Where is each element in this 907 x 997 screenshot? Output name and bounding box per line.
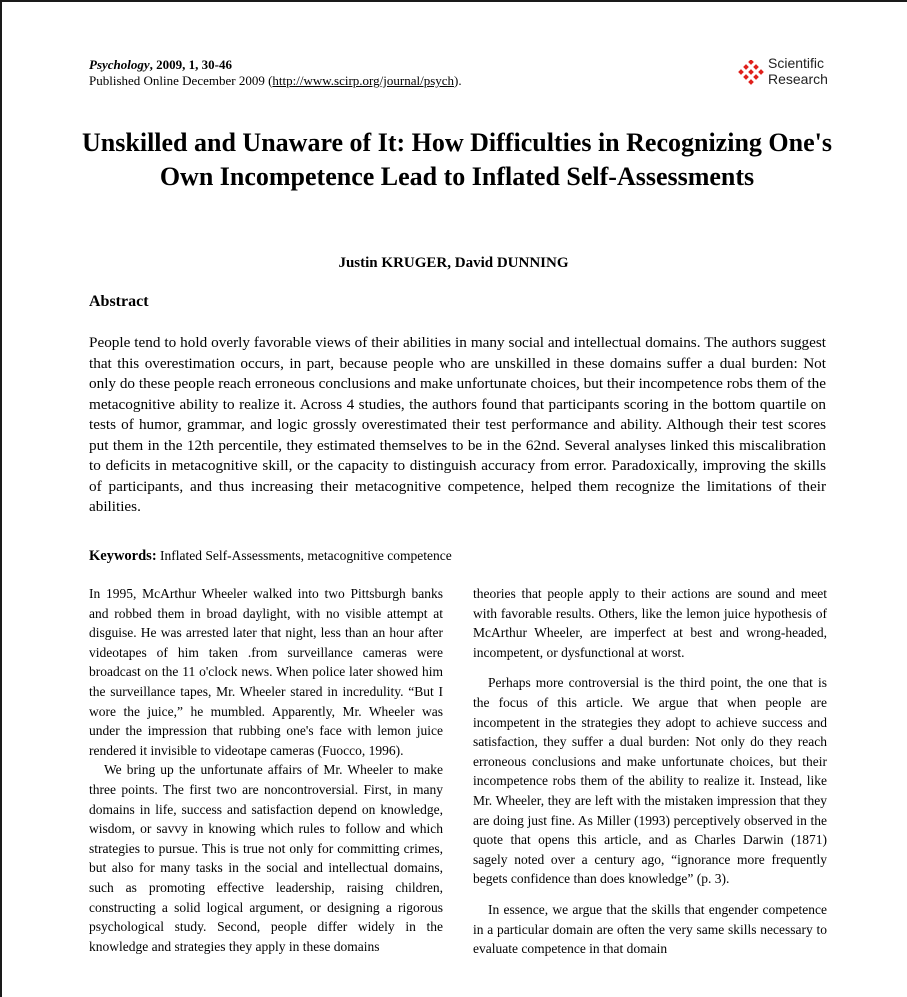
page-border-left — [0, 0, 2, 997]
journal-citation-line — [89, 57, 462, 73]
diamond-dots-icon — [737, 60, 765, 86]
body-paragraph: theories that people apply to their actions are sound and meet with favorable results. Others, like the lemon juice hypothesis of McArthur Wheeler, are imperfect at best and wrong-headed, incompetent, or dysfunctional at worst. — [473, 586, 827, 660]
journal-volume: , 2009, 1, 30-46 — [149, 57, 232, 72]
keywords-text: Inflated Self-Assessments, metacognitive competence — [156, 548, 452, 563]
body-paragraph: We bring up the unfortunate affairs of Mr. Wheeler to make three points. The first two are noncontroversial. First, in many domains in life, success and satisfaction depend on knowledge, wisdom, or savvy in knowing which rules to follow and which strategies to pursue. This is true not only for committing crimes, but also for many tasks in the social and intellectual domains, such as promoting effective leadership, raising children, constructing a solid logical argument, or designing a rigorous psychological study. Second, people differ widely in the knowledge and strategies they apply in these domains — [89, 762, 443, 954]
publisher-logo-text — [768, 55, 828, 87]
logo-line-1: Scientific — [768, 55, 825, 71]
published-line — [89, 73, 462, 89]
body-paragraph: Perhaps more controversial is the third point, the one that is the focus of this article. We argue that when people are incompetent in the strategies they adopt to achieve success and satisfaction, they suffer a dual burden: Not only do they reach erroneous conclusions and make unfortunate choices, but their incompetence robs them of the ability to realize it. Instead, like Mr. Wheeler, they are left with the mistaken impression that they are doing just fine. As Miller (1993) perceptively observed in the quote that opens this article, and as Charles Darwin (1871) sagely noted over a century ago, “ignorance more frequently begets confidence than does knowledge” (p. 3). — [473, 675, 827, 887]
logo-line-2: Research — [768, 71, 828, 87]
paper-authors: Justin KRUGER, David DUNNING — [338, 255, 569, 271]
abstract-text: People tend to hold overly favorable views of their abilities in many social and intellectual domains. The authors suggest that this overestimation occurs, in part, because people who are unskilled in these domains suffer a dual burden: Not only do these people reach erroneous conclusions and make unfortunate choices, but their incompetence robs them of the metacognitive ability to realize it. Across 4 studies, the authors found that participants scoring in the bottom quartile on tests of humor, grammar, and logic grossly overestimated their test performance and ability. Although their test scores put them in the 12th percentile, they estimated themselves to be in the 62nd. Several analyses linked this miscalibration to deficits in metacognitive skill, or the capacity to distinguish accuracy from error. Paradoxically, improving the skills of participants, and thus increasing their metacognitive competence, helped them recognize the limitations of their abilities. — [89, 334, 826, 515]
abstract-heading: Abstract — [89, 293, 149, 310]
keywords-label: Keywords: — [89, 548, 157, 564]
paper-title: Unskilled and Unaware of It: How Difficulties in Recognizing One's Own Incompetence Lead to Inflated Self-Assessments — [82, 128, 832, 191]
journal-url-link[interactable]: http://www.scirp.org/journal/psych — [272, 73, 455, 88]
journal-header — [89, 57, 462, 89]
published-prefix: Published Online December 2009 ( — [89, 73, 273, 88]
journal-name: Psychology — [89, 57, 150, 72]
body-column-right — [473, 584, 827, 959]
body-column-left — [89, 584, 443, 956]
published-suffix: ). — [454, 73, 462, 88]
publisher-logo — [737, 55, 837, 91]
page-border-top — [0, 0, 907, 2]
body-paragraph: In 1995, McArthur Wheeler walked into two Pittsburgh banks and robbed them in broad daylight, with no visible attempt at disguise. He was arrested later that night, less than an hour after videotapes of him taken .from surveillance cameras were broadcast on the 11 o'clock news. When police later showed him the surveillance tapes, Mr. Wheeler stared in incredulity. “But I wore the juice,” he mumbled. Apparently, Mr. Wheeler was under the impression that rubbing one's face with lemon juice rendered it invisible to videotape cameras (Fuocco, 1996). — [89, 586, 443, 758]
body-paragraph: In essence, we argue that the skills that engender competence in a particular domain are often the very same skills necessary to evaluate competence in that domain — [473, 901, 827, 957]
keywords — [89, 548, 452, 565]
